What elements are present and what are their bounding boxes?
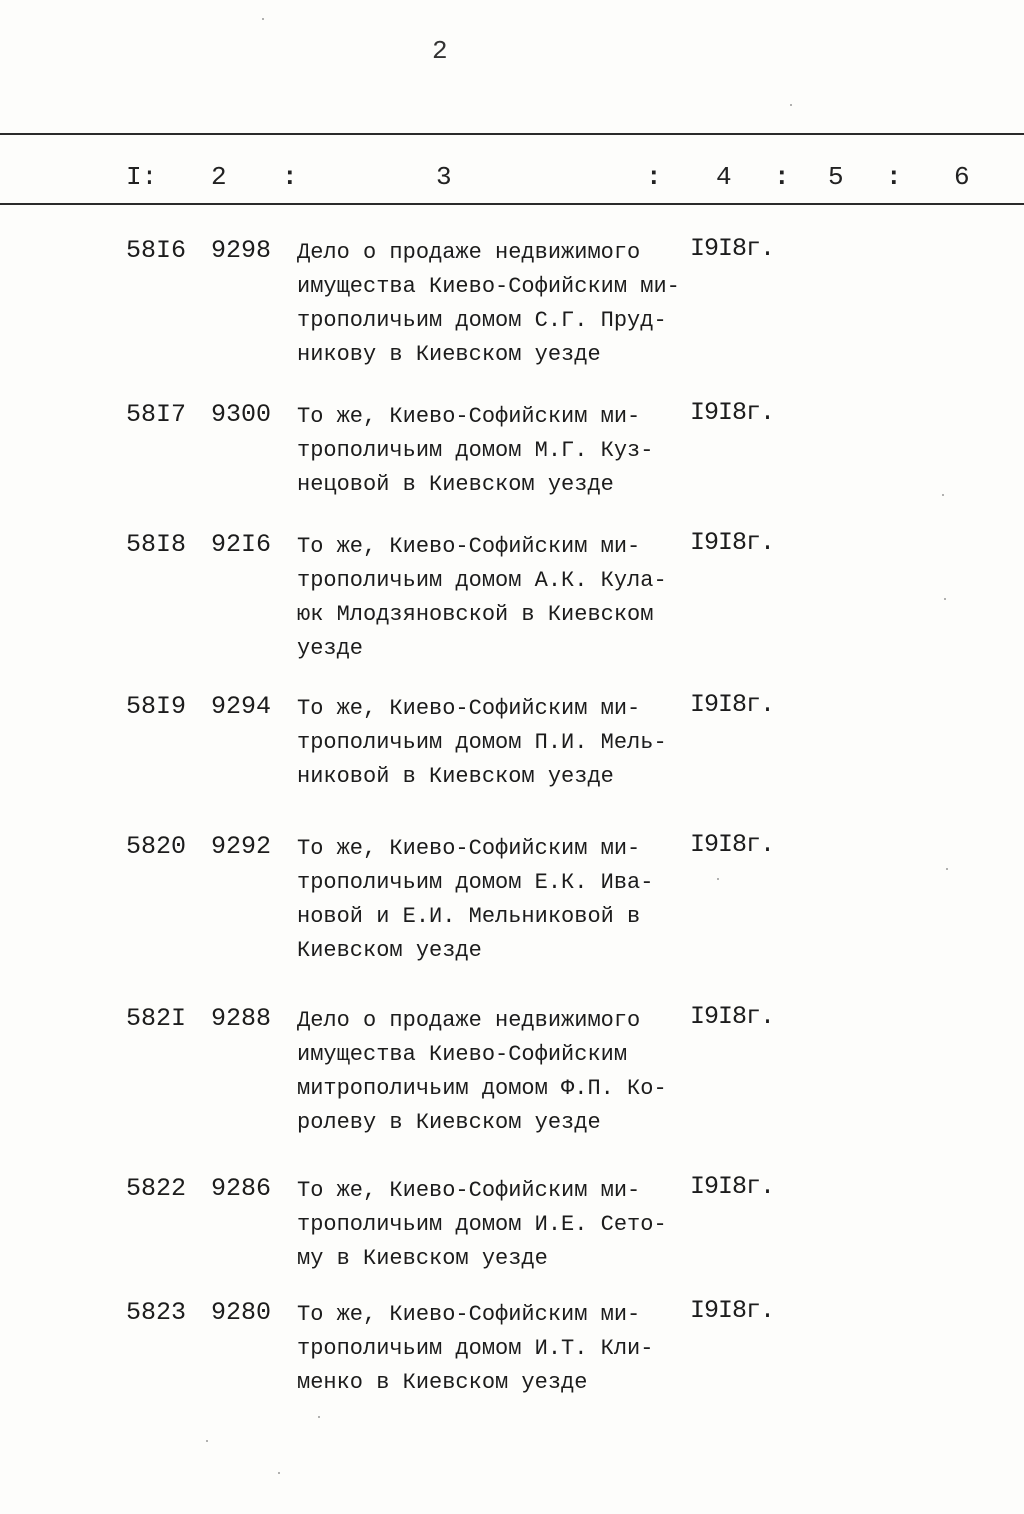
record-year: I9I8г. <box>690 528 775 557</box>
scan-speck <box>206 1440 208 1442</box>
scan-speck <box>944 598 946 600</box>
description-line: трополичьим домом М.Г. Куз- <box>297 438 654 463</box>
description-line: То же, Киево-Софийским ми- <box>297 836 641 861</box>
column-separator: : <box>886 162 902 192</box>
scan-speck <box>946 868 948 870</box>
record-number: 58I6 <box>126 236 187 265</box>
column-header-4: 4 <box>716 162 732 192</box>
description-line: Дело о продаже недвижимого <box>297 240 641 265</box>
record-year: I9I8г. <box>690 1002 775 1031</box>
record-year: I9I8г. <box>690 1296 775 1325</box>
column-separator: : <box>282 162 298 192</box>
record-code: 9300 <box>211 400 272 429</box>
record-description <box>297 1004 697 1140</box>
column-header-2: 2 <box>211 162 227 192</box>
description-line: То же, Киево-Софийским ми- <box>297 1302 641 1327</box>
record-year: I9I8г. <box>690 830 775 859</box>
record-description <box>297 692 697 794</box>
scan-speck <box>790 104 792 106</box>
description-line: трополичьим домом П.И. Мель- <box>297 730 667 755</box>
record-year: I9I8г. <box>690 234 775 263</box>
header-rule-top <box>0 133 1024 135</box>
record-number: 58I9 <box>126 692 187 721</box>
record-code: 92I6 <box>211 530 272 559</box>
header-rule-bottom <box>0 203 1024 205</box>
record-number: 58I7 <box>126 400 187 429</box>
description-line: То же, Киево-Софийским ми- <box>297 696 641 721</box>
record-description <box>297 832 697 968</box>
description-line: То же, Киево-Софийским ми- <box>297 1178 641 1203</box>
column-header-3: 3 <box>436 162 452 192</box>
record-year: I9I8г. <box>690 690 775 719</box>
description-line: новой и Е.И. Мельниковой в <box>297 904 641 929</box>
description-line: трополичьим домом С.Г. Пруд- <box>297 308 667 333</box>
column-header-1: I: <box>126 162 158 192</box>
description-line: уезде <box>297 636 364 661</box>
description-line: никову в Киевском уезде <box>297 342 601 367</box>
description-line: имущества Киево-Софийским ми- <box>297 274 680 299</box>
description-line: юк Млодзяновской в Киевском <box>297 602 654 627</box>
record-code: 9286 <box>211 1174 272 1203</box>
column-separator: : <box>774 162 790 192</box>
record-code: 9288 <box>211 1004 272 1033</box>
description-line: нецовой в Киевском уезде <box>297 472 614 497</box>
scan-speck <box>318 1416 320 1418</box>
record-number: 58I8 <box>126 530 187 559</box>
description-line: ролеву в Киевском уезде <box>297 1110 601 1135</box>
scan-speck <box>278 1472 280 1474</box>
record-description <box>297 400 697 502</box>
scan-speck <box>942 494 944 496</box>
scan-speck <box>262 18 264 20</box>
record-description <box>297 236 697 372</box>
record-number: 5822 <box>126 1174 187 1203</box>
description-line: То же, Киево-Софийским ми- <box>297 534 641 559</box>
description-line: митрополичьим домом Ф.П. Ко- <box>297 1076 667 1101</box>
column-header-6: 6 <box>954 162 970 192</box>
record-year: I9I8г. <box>690 1172 775 1201</box>
record-year: I9I8г. <box>690 398 775 427</box>
record-description <box>297 1174 697 1276</box>
column-separator: : <box>646 162 662 192</box>
description-line: То же, Киево-Софийским ми- <box>297 404 641 429</box>
scan-speck <box>717 878 719 880</box>
description-line: никовой в Киевском уезде <box>297 764 614 789</box>
record-description <box>297 530 697 666</box>
record-description <box>297 1298 697 1400</box>
record-number: 5823 <box>126 1298 187 1327</box>
record-code: 9292 <box>211 832 272 861</box>
description-line: имущества Киево-Софийским <box>297 1042 628 1067</box>
record-number: 582I <box>126 1004 187 1033</box>
description-line: трополичьим домом И.Т. Кли- <box>297 1336 654 1361</box>
record-code: 9294 <box>211 692 272 721</box>
column-header-5: 5 <box>828 162 844 192</box>
description-line: Киевском уезде <box>297 938 482 963</box>
description-line: трополичьим домом И.Е. Сето- <box>297 1212 667 1237</box>
record-code: 9298 <box>211 236 272 265</box>
description-line: трополичьим домом Е.К. Ива- <box>297 870 654 895</box>
description-line: трополичьим домом А.К. Кула- <box>297 568 667 593</box>
description-line: Дело о продаже недвижимого <box>297 1008 641 1033</box>
page-number: 2 <box>432 36 448 66</box>
record-code: 9280 <box>211 1298 272 1327</box>
description-line: му в Киевском уезде <box>297 1246 548 1271</box>
record-number: 5820 <box>126 832 187 861</box>
description-line: менко в Киевском уезде <box>297 1370 588 1395</box>
